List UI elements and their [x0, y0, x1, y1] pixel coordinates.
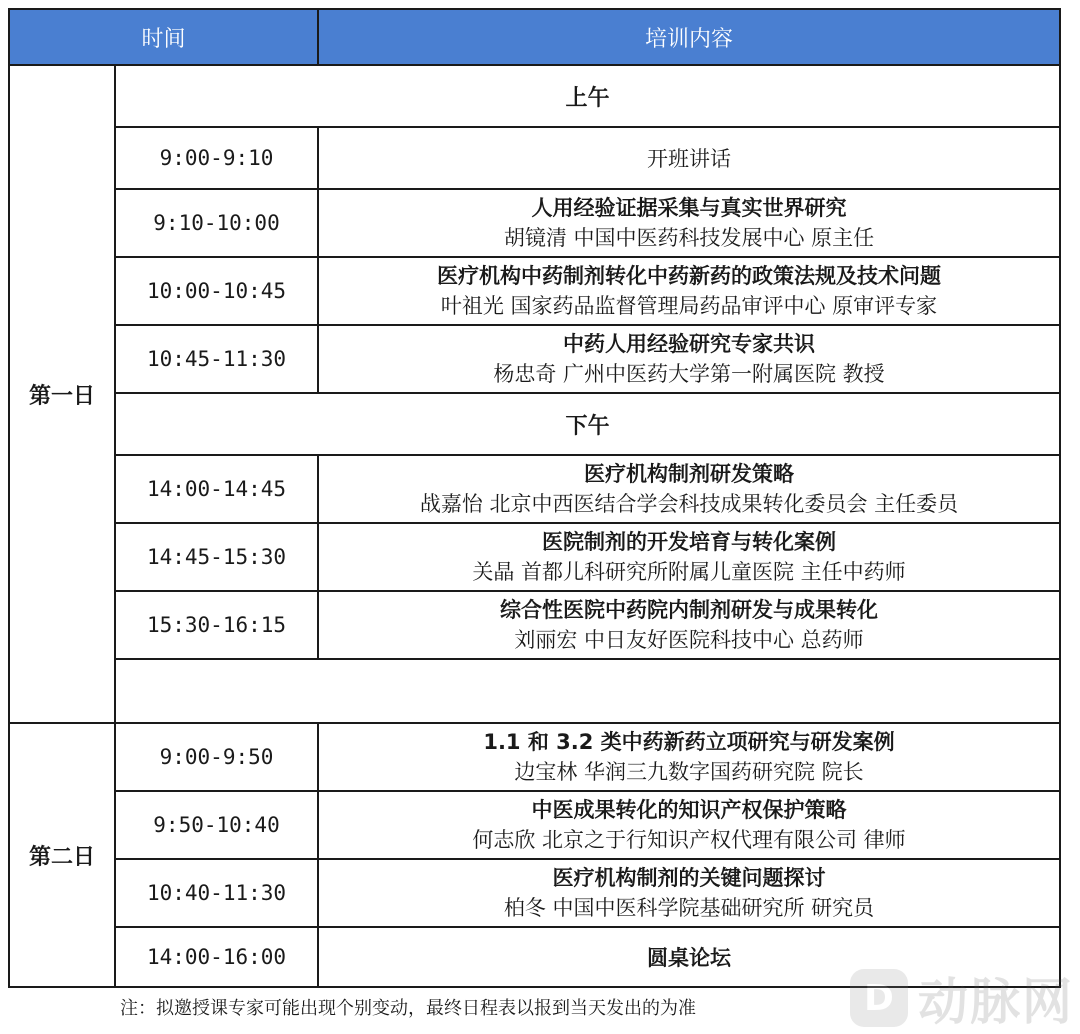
session-title: 中药人用经验研究专家共识: [563, 332, 816, 356]
session-speaker: 关晶 首都儿科研究所附属儿童医院 主任中药师: [472, 560, 906, 584]
session-time: 10:40-11:30: [115, 859, 318, 927]
header-time: 时间: [9, 9, 318, 65]
session-title: 中医成果转化的知识产权保护策略: [531, 798, 847, 822]
session-speaker: 战嘉怡 北京中西医结合学会科技成果转化委员会 主任委员: [419, 492, 959, 516]
session-time: 9:10-10:00: [115, 189, 318, 257]
session-title: 医疗机构制剂研发策略: [584, 462, 795, 486]
footnote: 注：拟邀授课专家可能出现个别变动，最终日程表以报到当天发出的为准: [120, 998, 696, 1019]
table-row: [9, 325, 1060, 393]
session-speaker: 叶祖光 国家药品监督管理局药品审评中心 原审评专家: [440, 294, 938, 318]
day1-label: 第一日: [9, 65, 115, 723]
morning-label: 上午: [115, 65, 1060, 127]
session-speaker: 杨忠奇 广州中医药大学第一附属医院 教授: [493, 362, 885, 386]
session-time: 14:00-16:00: [115, 927, 318, 987]
session-time: 9:00-9:50: [115, 723, 318, 791]
table-row: [9, 591, 1060, 659]
session-time: 9:50-10:40: [115, 791, 318, 859]
session-time: 14:00-14:45: [115, 455, 318, 523]
table-row: [9, 455, 1060, 523]
session-speaker: 何志欣 北京之于行知识产权代理有限公司 律师: [472, 828, 906, 852]
session-title: 医疗机构制剂的关键问题探讨: [552, 866, 826, 890]
table-row: [9, 791, 1060, 859]
session-title: 医院制剂的开发培育与转化案例: [542, 530, 837, 554]
session-speaker: 边宝林 华润三九数字国药研究院 院长: [514, 760, 864, 784]
table-header-row: [9, 9, 1060, 65]
schedule-table: [8, 8, 1061, 988]
session-title: 人用经验证据采集与真实世界研究: [531, 196, 847, 220]
session-time: 10:00-10:45: [115, 257, 318, 325]
session-title: 综合性医院中药院内制剂研发与成果转化: [500, 598, 879, 622]
afternoon-label: 下午: [115, 393, 1060, 455]
table-row: [9, 723, 1060, 791]
session-time: 10:45-11:30: [115, 325, 318, 393]
session-time: 9:00-9:10: [115, 127, 318, 189]
session-title: 医疗机构中药制剂转化中药新药的政策法规及技术问题: [437, 264, 942, 288]
watermark-logo: [850, 962, 1074, 1034]
session-single: 圆桌论坛: [318, 927, 1060, 987]
table-row: [9, 257, 1060, 325]
session-speaker: 刘丽宏 中日友好医院科技中心 总药师: [514, 628, 864, 652]
session-title: 1.1 和 3.2 类中药新药立项研究与研发案例: [483, 730, 895, 754]
session-speaker: 胡镜清 中国中医药科技发展中心 原主任: [503, 226, 875, 250]
table-row: [9, 523, 1060, 591]
session-speaker: 柏冬 中国中医科学院基础研究所 研究员: [503, 896, 875, 920]
day2-label: 第二日: [9, 723, 115, 987]
session-single: 开班讲话: [318, 127, 1060, 189]
watermark-badge-icon: D: [850, 969, 908, 1027]
header-content: 培训内容: [318, 9, 1060, 65]
session-time: 14:45-15:30: [115, 523, 318, 591]
day-separator: [9, 659, 1060, 723]
table-row: [9, 859, 1060, 927]
table-row: [9, 189, 1060, 257]
session-time: 15:30-16:15: [115, 591, 318, 659]
table-row: [9, 127, 1060, 189]
watermark-text: 动脉网: [918, 973, 1074, 1031]
